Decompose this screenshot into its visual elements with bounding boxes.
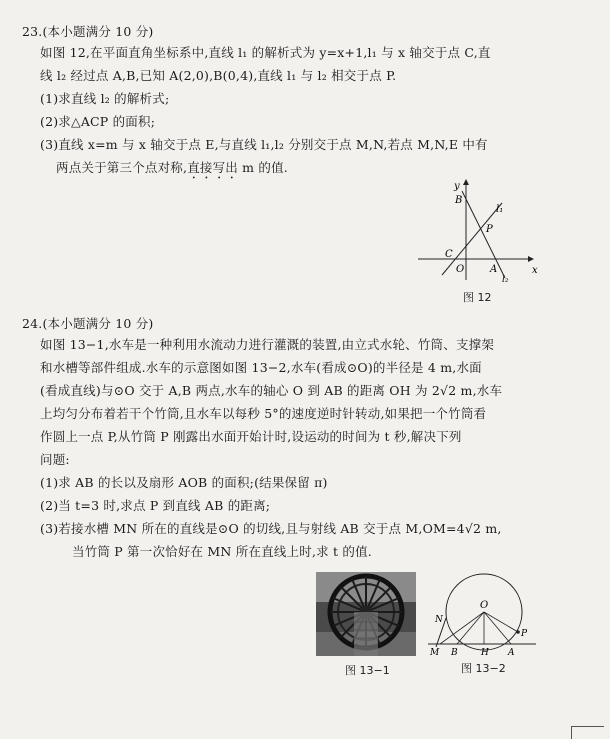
q24-part-2: (2)当 t=3 时,求点 P 到直线 AB 的距离; bbox=[40, 498, 271, 513]
label-l1: l₁ bbox=[496, 204, 504, 215]
page-corner-mark bbox=[571, 726, 604, 739]
q23-part-3-line-2 bbox=[56, 160, 288, 182]
q23-part-3-line-1: (3)直线 x=m 与 x 轴交于点 E,与直线 l₁,l₂ 分别交于点 M,N,若点 M,N,E 中有 bbox=[40, 137, 488, 152]
q24-intro-line-6: 问题: bbox=[40, 452, 70, 467]
label-M: M bbox=[430, 648, 440, 658]
q24-part-1: (1)求 AB 的长以及扇形 AOB 的面积;(结果保留 π) bbox=[40, 475, 328, 490]
label-B: B bbox=[455, 195, 463, 206]
y-axis-arrow bbox=[463, 179, 469, 185]
figure-12 bbox=[410, 176, 540, 286]
q24-intro-line-2: 和水槽等部件组成.水车的示意图如图 13−2,水车(看成⊙O)的半径是 4 m,水面 bbox=[40, 360, 482, 375]
label-C: C bbox=[445, 249, 453, 260]
q23-intro-line-2: 线 l₂ 经过点 A,B,已知 A(2,0),B(0,4),直线 l₁ 与 l₂ 相交于点 P. bbox=[40, 68, 397, 83]
q23-part-1: (1)求直线 l₂ 的解析式; bbox=[40, 91, 170, 106]
label-A: A bbox=[490, 264, 498, 275]
label-A: A bbox=[508, 648, 515, 658]
q23-part-3-text-b: m 的值. bbox=[238, 160, 288, 175]
label-l2: l₂ bbox=[502, 275, 509, 285]
x-axis-arrow bbox=[528, 256, 534, 262]
point-P bbox=[516, 630, 520, 634]
q24-header: 24.(本小题满分 10 分) bbox=[22, 316, 154, 331]
q24-intro-line-3: (看成直线)与⊙O 交于 A,B 两点,水车的轴心 O 到 AB 的距离 OH 为 2√2 m,水车 bbox=[40, 383, 503, 398]
label-P: P bbox=[486, 224, 493, 235]
q23-emphasis-text: 直接写出 bbox=[187, 160, 238, 175]
segment-OA bbox=[484, 612, 511, 644]
label-y: y bbox=[454, 181, 460, 192]
segment-OB bbox=[457, 612, 484, 644]
q23-part-3-text-a: 两点关于第三个点对称, bbox=[56, 160, 188, 175]
q24-intro-line-4: 上均匀分布着若干个竹筒,且水车以每秒 5°的速度逆时针转动,如果把一个竹筒看 bbox=[40, 406, 487, 421]
figure-13-1-photo bbox=[316, 572, 416, 656]
q24-part-3-line-1: (3)若接水槽 MN 所在的直线是⊙O 的切线,且与射线 AB 交于点 M,OM=4√2 m, bbox=[40, 521, 502, 536]
q24-part-3-line-2: 当竹筒 P 第一次恰好在 MN 所在直线上时,求 t 的值. bbox=[72, 544, 372, 559]
label-x: x bbox=[532, 265, 538, 276]
label-O: O bbox=[456, 264, 465, 275]
q24-intro-line-1: 如图 13−1,水车是一种利用水流动力进行灌溉的装置,由立式水轮、竹筒、支撑架 bbox=[40, 337, 495, 352]
q23-part-2: (2)求△ACP 的面积; bbox=[40, 114, 156, 129]
segment-OP bbox=[484, 612, 518, 632]
figure-13-2-caption: 图 13−2 bbox=[461, 662, 506, 675]
q23-intro-line-1: 如图 12,在平面直角坐标系中,直线 l₁ 的解析式为 y=x+1,l₁ 与 x 轴交于点 C,直 bbox=[40, 45, 491, 60]
label-H: H bbox=[481, 648, 489, 658]
label-O: O bbox=[480, 600, 489, 611]
q24-intro-line-5: 作圆上一点 P,从竹筒 P 刚露出水面开始计时,设运动的时间为 t 秒,解决下列 bbox=[40, 429, 462, 444]
q23-header: 23.(本小题满分 10 分) bbox=[22, 24, 154, 39]
label-B: B bbox=[451, 648, 458, 658]
label-P: P bbox=[521, 629, 528, 639]
label-N: N bbox=[435, 615, 443, 625]
figure-12-caption: 图 12 bbox=[463, 291, 492, 304]
figure-13-2 bbox=[426, 572, 540, 660]
figure-13-1-caption: 图 13−1 bbox=[345, 664, 390, 677]
